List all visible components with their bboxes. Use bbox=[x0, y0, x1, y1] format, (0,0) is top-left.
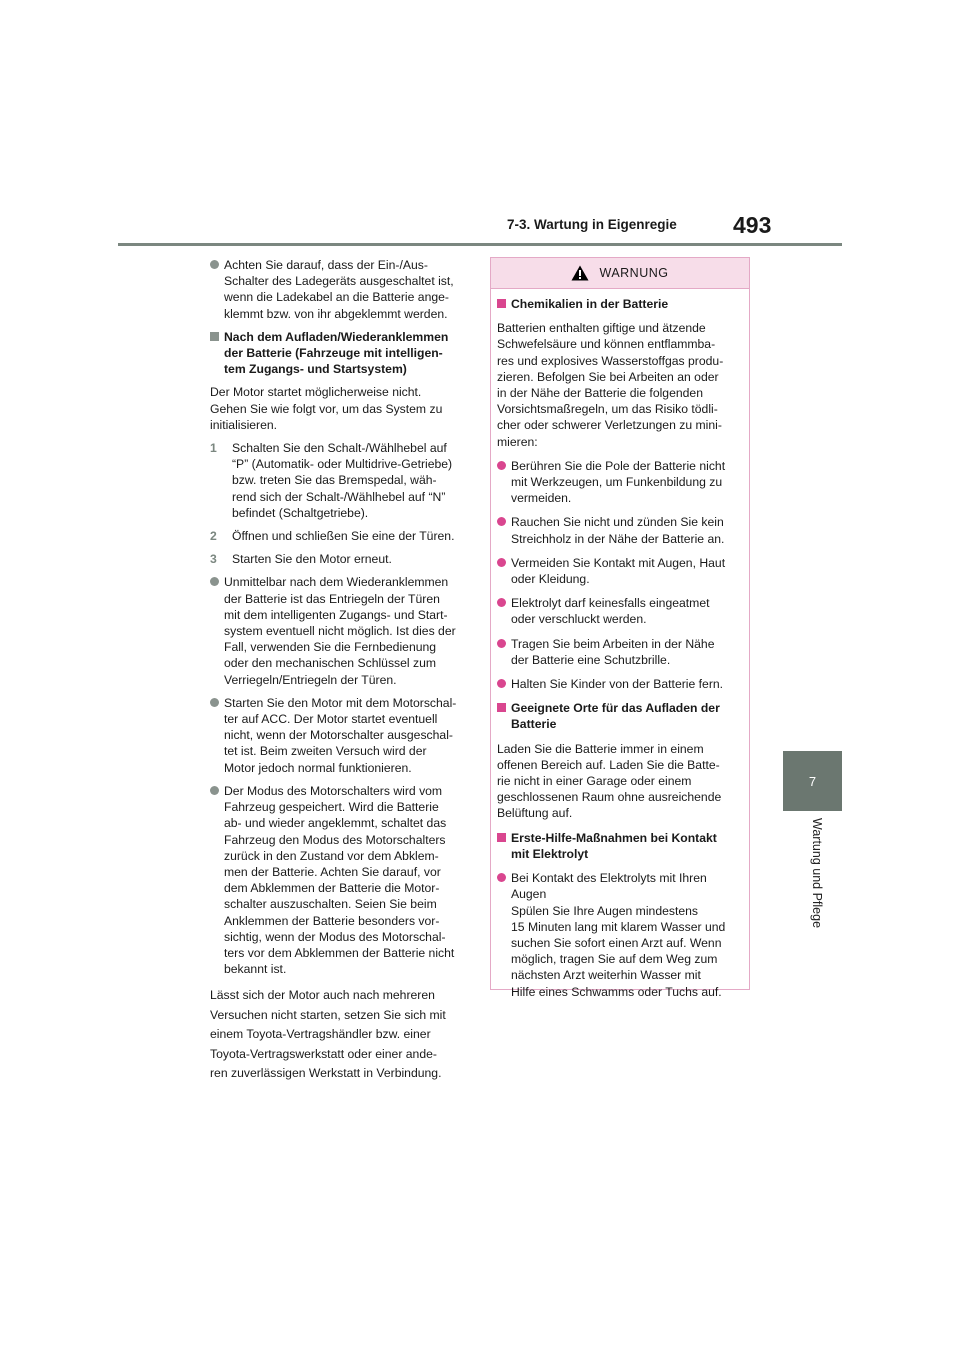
item-text: Der Modus des Motorschalters wird vom Fahrzeug gespeichert. Wird die Batterie ab- und wieder angeklemmt, schaltet das Fahrzeug den Modus des Motorschalters zurück in den Zustand vor dem Abklem- men der Batterie. Achten Sie darauf, vor dem Abklemmen der Batterie die Motor- schalter auszuschalten. Seien Sie beim Anklemmen der Batterie besonders vor- sichtig, wenn der Modus des Motorschal- ters vor dem Abklemmen der Batterie nicht bekannt ist. bbox=[224, 783, 455, 977]
chapter-label: Wartung und Pflege bbox=[810, 818, 824, 929]
bullet-dot-icon bbox=[210, 260, 219, 269]
item-text: Schalten Sie den Schalt-/Wählhebel auf “P” (Automatik- oder Multidrive-Getriebe) bzw. treten Sie das Bremspedal, wäh- rend sich der Schalt-/Wählhebel auf “N” befindet (Schaltgetriebe). bbox=[232, 441, 453, 520]
step-item bbox=[210, 551, 472, 567]
heading-item bbox=[210, 329, 472, 378]
heading-square-icon bbox=[497, 299, 506, 308]
item-text: Starten Sie den Motor erneut. bbox=[232, 552, 392, 567]
left-column bbox=[210, 257, 472, 1090]
bullet-dot-icon bbox=[497, 461, 506, 470]
heading-item bbox=[497, 700, 745, 732]
item-text: Der Motor startet möglicherweise nicht. Gehen Sie wie folgt vor, um das System zu initialisieren. bbox=[210, 385, 443, 432]
bullet-dot-icon bbox=[497, 679, 506, 688]
bullet-item bbox=[497, 555, 745, 587]
bullet-dot-icon bbox=[497, 598, 506, 607]
bullet-item bbox=[497, 870, 745, 1000]
page-number: 493 bbox=[733, 212, 772, 238]
item-text: Geeignete Orte für das Aufladen der Batterie bbox=[511, 701, 720, 732]
bullet-dot-icon bbox=[497, 558, 506, 567]
bullet-item bbox=[497, 636, 745, 668]
para-item bbox=[210, 384, 472, 433]
bullet-item bbox=[497, 458, 745, 507]
step-item bbox=[210, 528, 472, 544]
header-rule bbox=[118, 243, 842, 246]
step-number: 2 bbox=[210, 529, 217, 544]
bullet-item bbox=[210, 574, 472, 687]
chapter-tab bbox=[783, 751, 842, 811]
bullet-dot-icon bbox=[497, 873, 506, 882]
chapter-number: 7 bbox=[808, 773, 817, 789]
bullet-item bbox=[210, 257, 472, 322]
step-number: 1 bbox=[210, 441, 217, 456]
bullet-item bbox=[497, 676, 745, 692]
warning-box bbox=[490, 257, 750, 999]
item-text: Lässt sich der Motor auch nach mehreren Versuchen nicht starten, setzen Sie sich mit einem Toyota-Vertragshändler bzw. einer Toyota-Vertragswerkstatt oder einer ande- ren zuverlässigen Werkstatt in Verbindung. bbox=[210, 988, 446, 1080]
heading-item bbox=[497, 296, 745, 312]
bullet-dot-icon bbox=[210, 698, 219, 707]
bullet-item bbox=[210, 695, 472, 776]
item-text: Unmittelbar nach dem Wiederanklemmen der Batterie ist das Entriegeln der Türen mit dem intelligenten Zugangs- und Start- system eventuell nicht möglich. Ist dies der Fall, verwenden Sie die Fernbedienung oder den mechanischen Schlüssel zum Verriegeln/Entriegeln der Türen. bbox=[224, 575, 456, 687]
item-text: Chemikalien in der Batterie bbox=[511, 297, 669, 311]
bullet-dot-icon bbox=[497, 517, 506, 526]
warning-header bbox=[491, 258, 749, 289]
item-text: Öffnen und schließen Sie eine der Türen. bbox=[232, 529, 455, 544]
item-text: Laden Sie die Batterie immer in einem offenen Bereich auf. Laden Sie die Batte- rie nicht in einer Garage oder einem geschlossenen Raum ohne ausreichende Belüftung auf. bbox=[497, 741, 722, 821]
bullet-item bbox=[210, 783, 472, 977]
item-text: Elektrolyt darf keinesfalls eingeatmet oder verschluckt werden. bbox=[511, 596, 710, 627]
item-text: Starten Sie den Motor mit dem Motorschal- ter auf ACC. Der Motor startet eventuell nicht, wenn der Motorschalter ausgeschal- tet ist. Beim zweiten Versuch wird der Motor jedoch normal funktionieren. bbox=[224, 695, 457, 775]
heading-square-icon bbox=[497, 833, 506, 842]
bullet-item bbox=[497, 595, 745, 627]
heading-square-icon bbox=[210, 332, 219, 341]
para-item bbox=[497, 320, 745, 450]
heading-item bbox=[497, 830, 745, 862]
item-text: Rauchen Sie nicht und zünden Sie kein Streichholz in der Nähe der Batterie an. bbox=[511, 515, 725, 546]
item-text: Erste-Hilfe-Maßnahmen bei Kontakt mit Elektrolyt bbox=[511, 830, 717, 861]
item-text: Bei Kontakt des Elektrolyts mit Ihren Augen Spülen Sie Ihre Augen mindestens 15 Minuten lang mit klarem Wasser und suchen Sie sofort einen Arzt auf. Wenn möglich, tragen Sie auf dem Weg zum nächsten Arzt weiterhin Wasser mit Hilfe eines Schwamms oder Tuchs auf. bbox=[511, 871, 726, 999]
header-section-title: 7-3. Wartung in Eigenregie bbox=[507, 217, 677, 232]
warning-title: WARNUNG bbox=[599, 266, 669, 280]
item-text: Halten Sie Kinder von der Batterie fern. bbox=[511, 677, 724, 692]
item-text: Batterien enthalten giftige und ätzende Schwefelsäure und können entflammba- res und explosives Wasserstoffgas produ- zieren. Befolgen Sie bei Arbeiten an oder in der Nähe der Batterie die folgenden Vorsichtsmaßregeln, um das Risiko tödli- cher oder schwerer Verletzungen zu mini- mieren: bbox=[497, 321, 724, 449]
step-item bbox=[210, 440, 472, 521]
para-item bbox=[497, 741, 745, 822]
para-spaced-item bbox=[210, 986, 472, 1083]
step-number: 3 bbox=[210, 552, 217, 567]
heading-square-icon bbox=[497, 703, 506, 712]
item-text: Nach dem Aufladen/Wiederanklemmen der Batterie (Fahrzeuge mit intelligen- tem Zugangs- und Startsystem) bbox=[224, 329, 449, 377]
bullet-item bbox=[497, 514, 745, 546]
item-text: Vermeiden Sie Kontakt mit Augen, Haut oder Kleidung. bbox=[511, 555, 726, 587]
item-text: Berühren Sie die Pole der Batterie nicht mit Werkzeugen, um Funkenbildung zu vermeiden. bbox=[511, 458, 726, 506]
bullet-dot-icon bbox=[497, 639, 506, 648]
bullet-dot-icon bbox=[210, 577, 219, 586]
item-text: Tragen Sie beim Arbeiten in der Nähe der Batterie eine Schutzbrille. bbox=[511, 636, 715, 667]
warning-body bbox=[491, 289, 749, 1000]
item-text: Achten Sie darauf, dass der Ein-/Aus- Schalter des Ladegeräts ausgeschaltet ist, wenn die Ladekabel an die Batterie ange- klemmt bzw. von ihr abgeklemmt werden. bbox=[224, 258, 454, 321]
warning-triangle-icon bbox=[571, 265, 589, 281]
bullet-dot-icon bbox=[210, 786, 219, 795]
